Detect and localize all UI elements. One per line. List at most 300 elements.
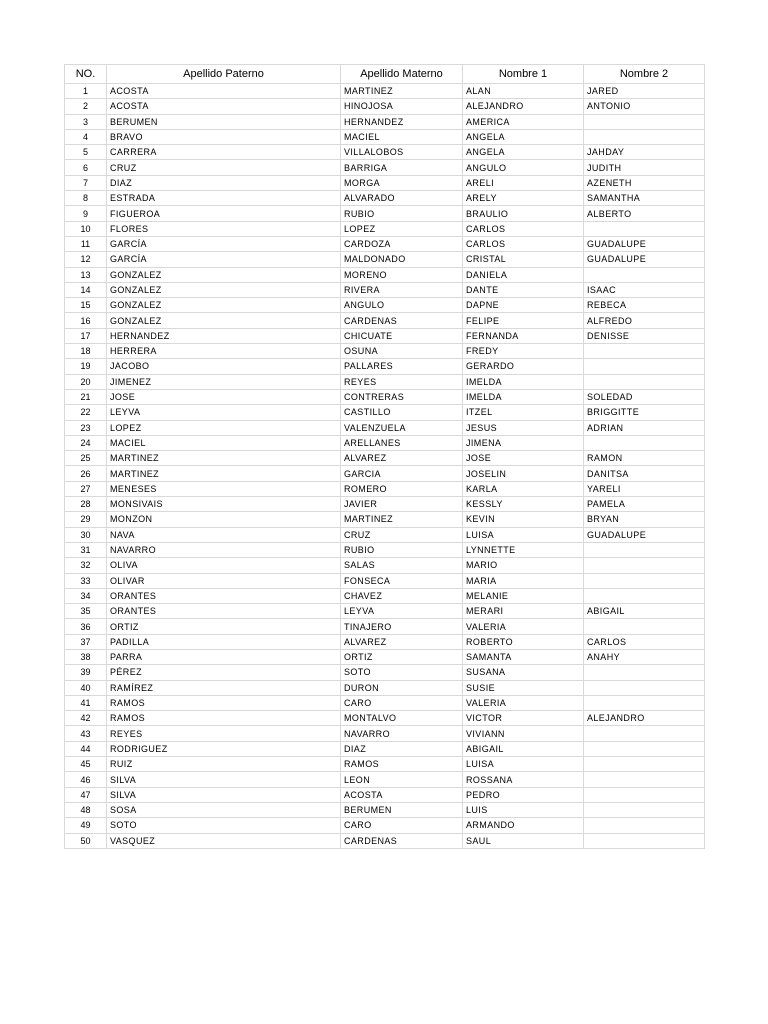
cell-apellido-materno: REYES bbox=[341, 374, 463, 389]
table-row bbox=[65, 451, 705, 466]
cell-no: 22 bbox=[65, 405, 107, 420]
table-row bbox=[65, 114, 705, 129]
cell-no: 34 bbox=[65, 588, 107, 603]
cell-apellido-paterno: RAMÍREZ bbox=[107, 680, 341, 695]
cell-apellido-materno: ACOSTA bbox=[341, 787, 463, 802]
cell-apellido-paterno: GARCÍA bbox=[107, 236, 341, 251]
cell-apellido-paterno: NAVARRO bbox=[107, 542, 341, 557]
cell-apellido-paterno: PARRA bbox=[107, 649, 341, 664]
cell-no: 44 bbox=[65, 741, 107, 756]
table-row bbox=[65, 313, 705, 328]
cell-no: 1 bbox=[65, 84, 107, 99]
cell-apellido-paterno: CARRERA bbox=[107, 145, 341, 160]
cell-nombre-2: BRIGGITTE bbox=[584, 405, 705, 420]
cell-apellido-paterno: HERRERA bbox=[107, 344, 341, 359]
cell-nombre-2 bbox=[584, 267, 705, 282]
cell-nombre-2: ADRIAN bbox=[584, 420, 705, 435]
cell-nombre-2: ANAHY bbox=[584, 649, 705, 664]
cell-nombre-2 bbox=[584, 695, 705, 710]
cell-apellido-paterno: FIGUEROA bbox=[107, 206, 341, 221]
cell-apellido-materno: ALVAREZ bbox=[341, 451, 463, 466]
cell-nombre-2: JUDITH bbox=[584, 160, 705, 175]
cell-nombre-1: ARELY bbox=[463, 191, 584, 206]
cell-nombre-1: LYNNETTE bbox=[463, 542, 584, 557]
cell-no: 5 bbox=[65, 145, 107, 160]
cell-no: 40 bbox=[65, 680, 107, 695]
cell-no: 7 bbox=[65, 175, 107, 190]
cell-nombre-1: FERNANDA bbox=[463, 328, 584, 343]
cell-apellido-materno: ORTIZ bbox=[341, 649, 463, 664]
cell-apellido-materno: OSUNA bbox=[341, 344, 463, 359]
cell-apellido-paterno: NAVA bbox=[107, 527, 341, 542]
cell-nombre-1: VIVIANN bbox=[463, 726, 584, 741]
cell-apellido-paterno: CRUZ bbox=[107, 160, 341, 175]
cell-no: 36 bbox=[65, 619, 107, 634]
cell-apellido-paterno: HERNANDEZ bbox=[107, 328, 341, 343]
cell-apellido-materno: VILLALOBOS bbox=[341, 145, 463, 160]
table-row bbox=[65, 573, 705, 588]
cell-apellido-paterno: RAMOS bbox=[107, 711, 341, 726]
cell-apellido-materno: NAVARRO bbox=[341, 726, 463, 741]
cell-nombre-1: ARMANDO bbox=[463, 818, 584, 833]
cell-apellido-paterno: BRAVO bbox=[107, 129, 341, 144]
table-row bbox=[65, 757, 705, 772]
header-row bbox=[65, 65, 705, 84]
table-row bbox=[65, 619, 705, 634]
cell-nombre-2: YARELI bbox=[584, 481, 705, 496]
cell-nombre-1: VICTOR bbox=[463, 711, 584, 726]
cell-nombre-2: DANITSA bbox=[584, 466, 705, 481]
cell-apellido-paterno: PADILLA bbox=[107, 634, 341, 649]
cell-nombre-2: ISAAC bbox=[584, 282, 705, 297]
cell-apellido-materno: ANGULO bbox=[341, 298, 463, 313]
cell-apellido-paterno: GONZALEZ bbox=[107, 313, 341, 328]
cell-no: 11 bbox=[65, 236, 107, 251]
cell-apellido-materno: ALVAREZ bbox=[341, 634, 463, 649]
cell-no: 15 bbox=[65, 298, 107, 313]
cell-apellido-materno: CRUZ bbox=[341, 527, 463, 542]
table-row bbox=[65, 558, 705, 573]
cell-no: 45 bbox=[65, 757, 107, 772]
cell-apellido-paterno: MONZON bbox=[107, 512, 341, 527]
cell-apellido-paterno: REYES bbox=[107, 726, 341, 741]
cell-apellido-paterno: MARTINEZ bbox=[107, 466, 341, 481]
cell-nombre-2 bbox=[584, 374, 705, 389]
cell-nombre-1: FELIPE bbox=[463, 313, 584, 328]
cell-nombre-2: GUADALUPE bbox=[584, 527, 705, 542]
cell-apellido-paterno: MACIEL bbox=[107, 435, 341, 450]
cell-nombre-1: ITZEL bbox=[463, 405, 584, 420]
cell-apellido-paterno: RUIZ bbox=[107, 757, 341, 772]
cell-nombre-1: ALEJANDRO bbox=[463, 99, 584, 114]
cell-no: 12 bbox=[65, 252, 107, 267]
cell-nombre-1: MERARI bbox=[463, 604, 584, 619]
cell-nombre-2 bbox=[584, 726, 705, 741]
cell-nombre-2 bbox=[584, 787, 705, 802]
cell-apellido-materno: MACIEL bbox=[341, 129, 463, 144]
table-row bbox=[65, 374, 705, 389]
cell-apellido-materno: CARDENAS bbox=[341, 833, 463, 848]
cell-no: 20 bbox=[65, 374, 107, 389]
cell-no: 18 bbox=[65, 344, 107, 359]
cell-nombre-1: VALERIA bbox=[463, 695, 584, 710]
table-row bbox=[65, 634, 705, 649]
cell-apellido-materno: CHAVEZ bbox=[341, 588, 463, 603]
cell-nombre-2 bbox=[584, 359, 705, 374]
cell-no: 48 bbox=[65, 802, 107, 817]
cell-apellido-materno: DURON bbox=[341, 680, 463, 695]
cell-nombre-1: MARIA bbox=[463, 573, 584, 588]
cell-apellido-paterno: ORTIZ bbox=[107, 619, 341, 634]
cell-nombre-1: LUISA bbox=[463, 757, 584, 772]
cell-nombre-1: ANGULO bbox=[463, 160, 584, 175]
table-row bbox=[65, 711, 705, 726]
table-row bbox=[65, 389, 705, 404]
table-row bbox=[65, 588, 705, 603]
cell-no: 46 bbox=[65, 772, 107, 787]
table-row bbox=[65, 236, 705, 251]
cell-nombre-1: CARLOS bbox=[463, 221, 584, 236]
cell-nombre-2: JARED bbox=[584, 84, 705, 99]
cell-apellido-paterno: RODRIGUEZ bbox=[107, 741, 341, 756]
cell-apellido-materno: RAMOS bbox=[341, 757, 463, 772]
cell-apellido-materno: MARTINEZ bbox=[341, 512, 463, 527]
cell-apellido-materno: TINAJERO bbox=[341, 619, 463, 634]
cell-nombre-1: MELANIE bbox=[463, 588, 584, 603]
cell-nombre-1: JOSELIN bbox=[463, 466, 584, 481]
cell-nombre-2: AZENETH bbox=[584, 175, 705, 190]
cell-no: 10 bbox=[65, 221, 107, 236]
table-row bbox=[65, 741, 705, 756]
cell-nombre-2 bbox=[584, 114, 705, 129]
cell-nombre-2: GUADALUPE bbox=[584, 236, 705, 251]
cell-nombre-1: MARIO bbox=[463, 558, 584, 573]
cell-nombre-1: LUIS bbox=[463, 802, 584, 817]
header-apellido-paterno: Apellido Paterno bbox=[107, 65, 341, 84]
cell-no: 37 bbox=[65, 634, 107, 649]
cell-apellido-paterno: OLIVAR bbox=[107, 573, 341, 588]
cell-apellido-materno: MALDONADO bbox=[341, 252, 463, 267]
cell-no: 29 bbox=[65, 512, 107, 527]
cell-nombre-1: ARELI bbox=[463, 175, 584, 190]
cell-apellido-materno: SOTO bbox=[341, 665, 463, 680]
cell-no: 42 bbox=[65, 711, 107, 726]
cell-no: 6 bbox=[65, 160, 107, 175]
table-row bbox=[65, 527, 705, 542]
table-row bbox=[65, 604, 705, 619]
student-list-table bbox=[64, 64, 705, 849]
table-row bbox=[65, 497, 705, 512]
table-row bbox=[65, 833, 705, 848]
table-row bbox=[65, 772, 705, 787]
cell-apellido-materno: RUBIO bbox=[341, 206, 463, 221]
table-row bbox=[65, 466, 705, 481]
cell-no: 33 bbox=[65, 573, 107, 588]
table-row bbox=[65, 435, 705, 450]
cell-no: 35 bbox=[65, 604, 107, 619]
header-no: NO. bbox=[65, 65, 107, 84]
cell-apellido-paterno: ACOSTA bbox=[107, 99, 341, 114]
cell-nombre-2: REBECA bbox=[584, 298, 705, 313]
cell-apellido-materno: VALENZUELA bbox=[341, 420, 463, 435]
cell-apellido-materno: MORGA bbox=[341, 175, 463, 190]
table-row bbox=[65, 802, 705, 817]
cell-no: 31 bbox=[65, 542, 107, 557]
table-row bbox=[65, 359, 705, 374]
cell-apellido-materno: CARO bbox=[341, 818, 463, 833]
cell-no: 43 bbox=[65, 726, 107, 741]
table-row bbox=[65, 542, 705, 557]
cell-nombre-2: SOLEDAD bbox=[584, 389, 705, 404]
cell-no: 16 bbox=[65, 313, 107, 328]
cell-nombre-2 bbox=[584, 573, 705, 588]
cell-nombre-1: FREDY bbox=[463, 344, 584, 359]
cell-nombre-2: ALEJANDRO bbox=[584, 711, 705, 726]
table-row bbox=[65, 99, 705, 114]
cell-nombre-1: KARLA bbox=[463, 481, 584, 496]
cell-nombre-1: AMERICA bbox=[463, 114, 584, 129]
table-row bbox=[65, 145, 705, 160]
cell-apellido-paterno: SOSA bbox=[107, 802, 341, 817]
cell-no: 14 bbox=[65, 282, 107, 297]
cell-apellido-materno: LEON bbox=[341, 772, 463, 787]
cell-apellido-materno: BERUMEN bbox=[341, 802, 463, 817]
cell-nombre-1: JIMENA bbox=[463, 435, 584, 450]
cell-apellido-paterno: RAMOS bbox=[107, 695, 341, 710]
cell-no: 49 bbox=[65, 818, 107, 833]
cell-nombre-2 bbox=[584, 802, 705, 817]
cell-apellido-materno: CARDOZA bbox=[341, 236, 463, 251]
cell-apellido-paterno: GONZALEZ bbox=[107, 267, 341, 282]
cell-nombre-1: JOSE bbox=[463, 451, 584, 466]
cell-no: 39 bbox=[65, 665, 107, 680]
cell-apellido-materno: RIVERA bbox=[341, 282, 463, 297]
cell-no: 25 bbox=[65, 451, 107, 466]
cell-no: 32 bbox=[65, 558, 107, 573]
cell-apellido-materno: BARRIGA bbox=[341, 160, 463, 175]
table-row bbox=[65, 787, 705, 802]
cell-no: 21 bbox=[65, 389, 107, 404]
cell-apellido-materno: FONSECA bbox=[341, 573, 463, 588]
cell-nombre-2 bbox=[584, 221, 705, 236]
cell-nombre-2 bbox=[584, 665, 705, 680]
cell-no: 23 bbox=[65, 420, 107, 435]
cell-no: 30 bbox=[65, 527, 107, 542]
cell-nombre-1: DANTE bbox=[463, 282, 584, 297]
cell-apellido-paterno: MONSIVAIS bbox=[107, 497, 341, 512]
cell-apellido-materno: DIAZ bbox=[341, 741, 463, 756]
table-row bbox=[65, 206, 705, 221]
cell-apellido-materno: LEYVA bbox=[341, 604, 463, 619]
cell-apellido-materno: CARO bbox=[341, 695, 463, 710]
cell-nombre-2 bbox=[584, 344, 705, 359]
cell-nombre-2: DENISSE bbox=[584, 328, 705, 343]
cell-no: 9 bbox=[65, 206, 107, 221]
cell-apellido-paterno: MENESES bbox=[107, 481, 341, 496]
table-row bbox=[65, 267, 705, 282]
cell-no: 3 bbox=[65, 114, 107, 129]
cell-nombre-1: LUISA bbox=[463, 527, 584, 542]
cell-apellido-materno: CHICUATE bbox=[341, 328, 463, 343]
cell-apellido-paterno: JACOBO bbox=[107, 359, 341, 374]
cell-nombre-2 bbox=[584, 833, 705, 848]
cell-apellido-materno: JAVIER bbox=[341, 497, 463, 512]
table-row bbox=[65, 512, 705, 527]
table-row bbox=[65, 726, 705, 741]
cell-no: 2 bbox=[65, 99, 107, 114]
cell-apellido-paterno: LEYVA bbox=[107, 405, 341, 420]
table-row bbox=[65, 328, 705, 343]
cell-apellido-materno: MONTALVO bbox=[341, 711, 463, 726]
cell-nombre-2 bbox=[584, 558, 705, 573]
cell-apellido-materno: HINOJOSA bbox=[341, 99, 463, 114]
cell-nombre-1: DAPNE bbox=[463, 298, 584, 313]
cell-nombre-1: KEVIN bbox=[463, 512, 584, 527]
cell-apellido-paterno: FLORES bbox=[107, 221, 341, 236]
cell-nombre-1: GERARDO bbox=[463, 359, 584, 374]
cell-apellido-materno: MORENO bbox=[341, 267, 463, 282]
cell-apellido-paterno: PÉREZ bbox=[107, 665, 341, 680]
header-nombre-1: Nombre 1 bbox=[463, 65, 584, 84]
cell-nombre-1: SUSANA bbox=[463, 665, 584, 680]
cell-no: 47 bbox=[65, 787, 107, 802]
cell-nombre-2: ALBERTO bbox=[584, 206, 705, 221]
table-row bbox=[65, 695, 705, 710]
table-row bbox=[65, 665, 705, 680]
cell-apellido-materno: RUBIO bbox=[341, 542, 463, 557]
cell-nombre-2 bbox=[584, 818, 705, 833]
cell-nombre-2 bbox=[584, 680, 705, 695]
cell-apellido-materno: HERNANDEZ bbox=[341, 114, 463, 129]
cell-apellido-paterno: BERUMEN bbox=[107, 114, 341, 129]
cell-no: 38 bbox=[65, 649, 107, 664]
cell-nombre-2 bbox=[584, 757, 705, 772]
table-row bbox=[65, 252, 705, 267]
cell-apellido-paterno: ESTRADA bbox=[107, 191, 341, 206]
table-row bbox=[65, 129, 705, 144]
cell-nombre-2: PAMELA bbox=[584, 497, 705, 512]
cell-nombre-1: CARLOS bbox=[463, 236, 584, 251]
cell-apellido-paterno: JOSE bbox=[107, 389, 341, 404]
cell-nombre-1: SAMANTA bbox=[463, 649, 584, 664]
cell-nombre-1: CRISTAL bbox=[463, 252, 584, 267]
table-row bbox=[65, 649, 705, 664]
cell-apellido-materno: ROMERO bbox=[341, 481, 463, 496]
cell-apellido-materno: MARTINEZ bbox=[341, 84, 463, 99]
cell-no: 8 bbox=[65, 191, 107, 206]
cell-apellido-materno: GARCIA bbox=[341, 466, 463, 481]
cell-no: 28 bbox=[65, 497, 107, 512]
cell-apellido-paterno: SILVA bbox=[107, 787, 341, 802]
header-nombre-2: Nombre 2 bbox=[584, 65, 705, 84]
table-row bbox=[65, 405, 705, 420]
cell-nombre-2: SAMANTHA bbox=[584, 191, 705, 206]
table-row bbox=[65, 344, 705, 359]
cell-nombre-1: SAUL bbox=[463, 833, 584, 848]
table-row bbox=[65, 175, 705, 190]
table-row bbox=[65, 191, 705, 206]
table-row bbox=[65, 282, 705, 297]
cell-nombre-1: ANGELA bbox=[463, 145, 584, 160]
cell-no: 13 bbox=[65, 267, 107, 282]
table-row bbox=[65, 680, 705, 695]
cell-apellido-materno: SALAS bbox=[341, 558, 463, 573]
table-row bbox=[65, 298, 705, 313]
cell-nombre-2 bbox=[584, 741, 705, 756]
cell-apellido-paterno: LOPEZ bbox=[107, 420, 341, 435]
cell-nombre-2: CARLOS bbox=[584, 634, 705, 649]
header-apellido-materno: Apellido Materno bbox=[341, 65, 463, 84]
cell-apellido-materno: PALLARES bbox=[341, 359, 463, 374]
cell-nombre-2: ABIGAIL bbox=[584, 604, 705, 619]
cell-apellido-paterno: JIMENEZ bbox=[107, 374, 341, 389]
cell-nombre-1: PEDRO bbox=[463, 787, 584, 802]
cell-nombre-1: BRAULIO bbox=[463, 206, 584, 221]
cell-apellido-materno: ARELLANES bbox=[341, 435, 463, 450]
cell-no: 41 bbox=[65, 695, 107, 710]
cell-nombre-2 bbox=[584, 129, 705, 144]
cell-apellido-paterno: GONZALEZ bbox=[107, 298, 341, 313]
cell-nombre-1: IMELDA bbox=[463, 389, 584, 404]
cell-nombre-1: ROBERTO bbox=[463, 634, 584, 649]
cell-apellido-materno: ALVARADO bbox=[341, 191, 463, 206]
cell-nombre-2 bbox=[584, 435, 705, 450]
cell-apellido-materno: LOPEZ bbox=[341, 221, 463, 236]
cell-nombre-2: RAMON bbox=[584, 451, 705, 466]
cell-nombre-1: KESSLY bbox=[463, 497, 584, 512]
cell-apellido-paterno: ACOSTA bbox=[107, 84, 341, 99]
cell-nombre-1: ALAN bbox=[463, 84, 584, 99]
cell-apellido-paterno: GONZALEZ bbox=[107, 282, 341, 297]
cell-apellido-paterno: VASQUEZ bbox=[107, 833, 341, 848]
table-row bbox=[65, 420, 705, 435]
cell-nombre-2: GUADALUPE bbox=[584, 252, 705, 267]
table-row bbox=[65, 84, 705, 99]
cell-apellido-materno: CASTILLO bbox=[341, 405, 463, 420]
cell-nombre-2 bbox=[584, 542, 705, 557]
cell-apellido-paterno: ORANTES bbox=[107, 588, 341, 603]
cell-no: 4 bbox=[65, 129, 107, 144]
cell-apellido-paterno: SOTO bbox=[107, 818, 341, 833]
table-row bbox=[65, 160, 705, 175]
cell-nombre-2: BRYAN bbox=[584, 512, 705, 527]
cell-apellido-paterno: DIAZ bbox=[107, 175, 341, 190]
cell-nombre-1: DANIELA bbox=[463, 267, 584, 282]
cell-nombre-2 bbox=[584, 772, 705, 787]
cell-nombre-1: ABIGAIL bbox=[463, 741, 584, 756]
table-row bbox=[65, 221, 705, 236]
cell-nombre-1: IMELDA bbox=[463, 374, 584, 389]
cell-apellido-paterno: SILVA bbox=[107, 772, 341, 787]
cell-nombre-2: JAHDAY bbox=[584, 145, 705, 160]
cell-apellido-paterno: ORANTES bbox=[107, 604, 341, 619]
cell-apellido-materno: CONTRERAS bbox=[341, 389, 463, 404]
cell-apellido-materno: CARDENAS bbox=[341, 313, 463, 328]
cell-nombre-2 bbox=[584, 588, 705, 603]
table-row bbox=[65, 481, 705, 496]
cell-no: 50 bbox=[65, 833, 107, 848]
table-body bbox=[65, 84, 705, 849]
cell-nombre-1: ROSSANA bbox=[463, 772, 584, 787]
cell-no: 26 bbox=[65, 466, 107, 481]
cell-no: 24 bbox=[65, 435, 107, 450]
cell-nombre-2: ALFREDO bbox=[584, 313, 705, 328]
cell-no: 27 bbox=[65, 481, 107, 496]
cell-nombre-2 bbox=[584, 619, 705, 634]
cell-no: 19 bbox=[65, 359, 107, 374]
cell-apellido-paterno: OLIVA bbox=[107, 558, 341, 573]
cell-nombre-1: VALERIA bbox=[463, 619, 584, 634]
